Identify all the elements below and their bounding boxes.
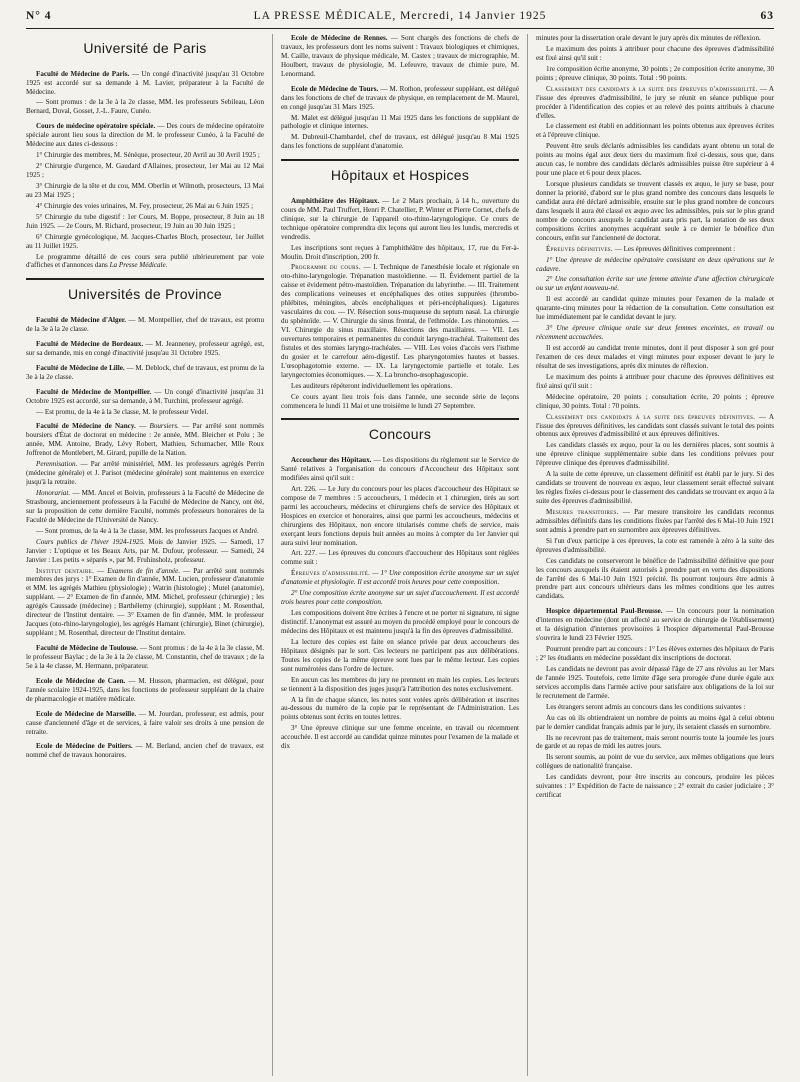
paragraph: Les candidats devront, pour être inscrits au concours, produire les pièces suivantes : 1° Expédition de l'acte de naissance ; 2° extrait du casier judiciaire ; 3° certificat [536,773,774,800]
paragraph: Faculté de Médecine de Bordeaux. — M. Jeanneney, professeur agrégé, est, sur sa demande, mis en congé d'inactivité jusqu'au 31 Octobre 1925. [26,339,264,357]
paragraph: Les compositions doivent être écrites à l'encre et ne porter ni signature, ni signe distinctif. L'anonymat est assuré au moyen du procédé employé pour le concours de médecins des Hôpitaux et est maintenu jusqu'à la fin des épreuves d'admissibilité. [281,609,519,635]
paragraph: Amphithéâtre des Hôpitaux. — Le 2 Mars prochain, à 14 h., ouverture du cours de MM. Paul Truffert, Henri P. Chatellier, P. Winter et Pierre Cornet, chefs de clinique, sur la chirurgie de l'appareil oto-rhino-laryngologique. Ce cours de technique opératoire comprendra dix leçons qui auront lieu les lundis, mercredis et vendredis. [281,196,519,241]
paragraph: — Est promu, de la 4e à la 3e classe, M. le professeur Vedel. [36,407,209,416]
paragraph: Art. 226. — Le Jury du concours pour les places d'accoucheur des Hôpitaux se compose de 7 membres : 5 accoucheurs, 1 médecin et 1 chirurgien, tirés au sort parmi les accoucheurs, médecins et chirurgiens chefs de service des Hôpitaux et Hospices en exercice et honoraires, ainsi que parmi les accoucheurs, médecins et chirurgiens des Hôpitaux, non encore titularisés comme chefs de service, mais exerçant leurs fonctions depuis huit années au moins à compter du 1er Janvier qui aura suivi leur nomination. [281,484,519,547]
paragraph: Art. 227. — Les épreuves du concours d'accoucheur des Hôpitaux sont réglées comme suit : [281,549,519,567]
paragraph: 1° Chirurgie des membres, M. Sénèque, prosecteur, 20 Avril au 30 Avril 1925 ; [36,151,260,160]
paragraph: Faculté de Médecine de Nancy. — Boursiers. — Par arrêté sont nommés boursiers d'État de doctorat en médecine : 2e année, MM. Bleicher et Polu ; 3e année, MM. Antoine, Brady, Lévy Robert, Mathieu, Schumacher, Mlle Roux Joffrenot de Montlebert, M. Girard, pupille de la Nation. [26,422,264,458]
paragraph: M. Dubreuil-Chambardel, chef de travaux, est délégué jusqu'au 8 Mai 1925 dans les fonctions de suppléant d'anatomie. [281,133,519,151]
section-divider [281,159,519,161]
paragraph: Faculté de Médecine de Paris. — Un congé d'inactivité jusqu'au 31 Octobre 1925 est accordé sur sa demande à M. Lavier, préparateur à la Faculté de Médecine. [26,69,264,96]
paragraph: 2° Chirurgie d'urgence, M. Gaudard d'Allaines, prosecteur, 1er Mai au 12 Mai 1925 ; [26,162,264,179]
paragraph: 4° Chirurgie des voies urinaires, M. Fey, prosecteur, 26 Mai au 6 Juin 1925 ; [36,201,254,210]
paragraph: Faculté de Médecine de Lille. — M. Deblock, chef de travaux, est promu de la 3e à la 2e classe. [26,363,264,381]
paragraph: Le programme détaillé de ces cours sera publié ultérieurement par voie d'affiches et d'annonces dans La Presse Médicale. [26,252,264,270]
paragraph: Les inscriptions sont reçues à l'amphithéâtre des hôpitaux, 17, rue du Fer-à-Moulin. Droit d'inscription, 200 fr. [281,243,519,261]
paragraph: Ils ne recevront pas de traitement, mais seront nourris toute la journée les jours de garde et au repas de midi les autres jours. [536,733,774,751]
paragraph: La lecture des copies est faite en séance privée par deux accoucheurs des Hôpitaux désignés par le sort. Ces lecteurs ne participent pas aux délibérations. Toutes les copies de la même épreuve sont lues par le même lecteur. Les copies sont numérotées dans l'ordre de lecture. [281,637,519,673]
paragraph: 3° Une épreuve clinique sur une femme enceinte, en travail ou récemment accouchée. Il est accordé au candidat quinze minutes pour l'examen de la malade et dix [281,724,519,751]
issue-number: N° 4 [26,10,52,22]
paragraph: minutes pour la dissertation orale devant le jury après dix minutes de réflexion. [536,34,761,42]
paragraph: Pourront prendre part au concours : 1° Les élèves externes des hôpitaux de Paris ; 2° les étudiants en médecine possédant dix inscriptions de doctorat. [536,645,774,662]
paragraph: Peuvent être seuls déclarés admissibles les candidats ayant obtenu un total de points au moins égal aux deux tiers du maximum fixé ci-dessus, sous que, dans aucun cas, le nombre des candidats déclarés admissibles puisse être supérieur à 4 pour une place et 6 pour deux places. [536,142,774,178]
paragraph: Classement des candidats à la suite des épreuves d'admissibilité. — A l'issue des épreuves d'admissibilité, le jury se réunit en séance publique pour procéder à l'identification des copies et au relevé des points attribués à chacune d'elles. [536,84,774,120]
paragraph: Il est accordé au candidat trente minutes, dont il peut disposer à son gré pour l'examen de ces deux malades et vingt minutes pour exposer devant le jury le résultat de ses investigations, après dix minutes de réflexion. [536,344,774,370]
paragraph: 5° Chirurgie du tube digestif : 1er Cours, M. Boppe, prosecteur, 8 Juin au 18 Juin 1925. — 2e Cours, M. Richard, prosecteur, 19 Juin au 30 Juin 1925 ; [26,212,264,230]
paragraph: Les candidats classés ex æquo, pour la ou les dernières places, sont soumis à une épreuve clinique supplémentaire subie dans les conditions prévues pour l'épreuve clinique des épreuves d'admissibilité. [536,441,774,468]
paragraph: Épreuves d'admissibilité. — 1° Une composition écrite anonyme sur un sujet d'anatomie et physiologie. Il est accordé trois heures pour cette composition. [281,569,519,587]
paragraph: En aucun cas les membres du jury ne prennent en main les copies. Les lecteurs se tiennent à la disposition des juges jusqu'à l'attribution des notes exclusivement. [281,675,519,693]
paragraph: Ces candidats ne conserveront le bénéfice de l'admissibilité définitive que pour les concours auxquels ils étaient autorisés à prendre part en vertu des dispositions de l'arrêté des 6 Mai-10 Juin 1921 précité. Ils pourront toujours être admis à prendre part aux concours ultérieurs dans les mêmes conditions que les autres candidats. [536,556,774,601]
paragraph: Lorsque plusieurs candidats se trouvent classés ex æquo, le jury se base, pour donner la priorité, d'abord sur le plus grand nombre des concours dans lesquels le candidat aura été déclaré admissible, ensuite sur le plus grand nombre de concours dans lesquels il aura été classé ex æquo avec les admissibles, puis sur le plus grand nombre de concours auxquels le candidat aura pris part, la notation de ses deux compositions écrites anonymes acquérant seule à ce dernier le bénéfice d'un concours, enfin sur l'ancienneté de doctorat. [536,180,774,242]
paragraph: 1re composition écrite anonyme, 30 points ; 2e composition écrite anonyme, 30 points ; épreuve clinique, 30 points. Total : 90 points. [536,64,774,82]
paragraph: Honorariat. — MM. Ancel et Boivin, professeurs à la Faculté de Médecine de Strasbourg, anciennement professeurs à la Faculté de Médecine de Nancy, ont été, sur la proposition de cette dernière Faculté, nommés professeurs honoraires de la Faculté de Médecine de l'Université de Nancy. [26,489,264,524]
paragraph: M. Malet est délégué jusqu'au 11 Mai 1925 dans les fonctions de suppléant de pathologie et clinique internes. [281,113,519,131]
paragraph: Accoucheur des Hôpitaux. — Les dispositions du règlement sur le Service de Santé relatives à l'organisation du concours d'Accoucheur des Hôpitaux sont modifiées ainsi qu'il suit : [281,456,519,482]
paragraph: Programme du cours. — I. Technique de l'anesthésie locale et régionale en oto-rhino-laryngologie. Trépanation mastoïdienne. — II. Évidement partiel de la caisse et évidement pétro-mastoïdien. Trépanation du labyrinthe. — III. Traitement des complications veineuses et encéphaliques des otites suppurées (thrombo-phlébites, méningites, abcès encéphaliques et péri-encéphaliques). Ligatures vasculaires du cou. — IV. Résection sous-muqueuse du septum nasal. La chirurgie du sphénoïde. — V. Chirurgie du sinus frontal, de l'ethmoïde. Les rhinotomies. — VI. Chirurgie du sinus maxillaire. Résections des maxillaires. — VII. Les ouvertures temporaires et permanentes du conduit laryngo-trachéal. Traitement des fistules et des stomies laryngo-trachéales. — VIII. Les voies d'accès vers l'isthme du gosier et le carrefour aéro-digestif. Les pharyngotomies hautes et basses. L'œsophagotomie externe. — IX. La laryngectomie partielle et totale. Les laryngectomies économiques. — X. La broncho-œsophagoscopie. [281,263,519,379]
page-number: 63 [760,10,774,22]
paragraph: Si l'un d'eux participe à ces épreuves, la cote est ramenée à zéro à la suite des épreuves d'admissibilité. [536,536,774,554]
paragraph: A la suite de cette épreuve, un classement définitif est établi par le jury. Si des candidats se trouvent de nouveau ex æquo, leur classement serait effectué suivant les règles fixées ci-dessus pour le classement des candidats se trouvant ex æquo à la suite des épreuves d'admissibilité. [536,470,774,505]
paragraph: Classement des candidats à la suite des épreuves définitives. — A l'issue des épreuves définitives, les candidats sont classés suivant le total des points obtenus aux épreuves d'admissibilité et aux épreuves définitives. [536,412,774,439]
paragraph: Mesures transitoires. — Par mesure transitoire les candidats reconnus admissibles définitifs dans les conditions fixées par l'arrêté des 6 Mai-10 Juin 1921 sont admis à prendre part en surnombre aux épreuves définitives. [536,507,774,534]
running-header [26,10,774,29]
column-3 [527,34,774,1076]
paragraph: 1° Une épreuve de médecine opératoire consistant en deux opérations sur le cadavre. [536,255,774,273]
section-title-hopitaux: Hôpitaux et Hospices [330,167,470,184]
newspaper-title: LA PRESSE MÉDICALE, Mercredi, 14 Janvier 1925 [253,10,547,22]
paragraph: — Sont promus : de la 3e à la 2e classe, MM. les professeurs Sebileau, Léon Bernard, Duval, Gosset, J.-L. Faure, Cunéo. [26,98,264,116]
paragraph: — Sont promus, de la 4e à la 3e classe, MM. les professeurs Jacques et André. [36,526,259,535]
paragraph: Les étrangers seront admis au concours dans les conditions suivantes : [546,702,746,711]
paragraph: Ecole de Médecine de Poitiers. — M. Berland, ancien chef de travaux, est nommé chef de travaux honoraires. [26,742,264,760]
section-title-concours: Concours [368,426,432,443]
section-title-paris: Université de Paris [83,40,207,56]
paragraph: 2° Une consultation écrite sur une femme atteinte d'une affection chirurgicale ou sur un enfant nouveau-né. [536,275,774,293]
paragraph: Le maximum des points à attribuer pour chacune des épreuves d'admissibilité est fixé ainsi qu'il suit : [536,44,774,62]
paragraph: Les candidats ne devront pas avoir dépassé l'âge de 27 ans révolus au 1er Mars de l'année 1925. Toutefois, cette limite d'âge sera prorogée d'une durée égale aux services accomplis dans l'armée active pour satisfaire aux obligations de la loi sur le recrutement de l'armée. [536,664,774,700]
paragraph: Faculté de Médecine de Toulouse. — Sont promus : de la 4e à la 3e classe, M. le professeur Baylac ; de la 3e à la 2e classe, M. Constantin, chef de travaux ; de la 5e à la 4e classe, M. Hermann, préparateur. [26,644,264,670]
section-divider [26,278,264,280]
paragraph: Cours de médecine opératoire spéciale. — Des cours de médecine opératoire spéciale auront lieu sous la direction de M. le professeur Cunéo, à la Faculté de Médecine aux dates ci-dessous : [26,122,264,149]
paragraph: Ecole de Médecine de Marseille. — M. Jourdan, professeur, est admis, pour cause d'ancienneté d'âge et de services, à faire valoir ses droits à une pension de retraite. [26,709,264,736]
paragraph: Médecine opératoire, 20 points ; consultation écrite, 20 points ; épreuve clinique, 30 points. Total : 70 points. [536,392,774,410]
paragraph: 6° Chirurgie gynécologique, M. Jacques-Charles Bloch, prosecteur, 1er Juillet au 11 Juillet 1925. [26,232,264,250]
paragraph: 3° Chirurgie de la tête et du cou, MM. Oberlin et Wilmoth, prosecteurs, 13 Mai au 23 Mai 1925 ; [26,181,264,199]
paragraph: Ils seront soumis, au point de vue du service, aux mêmes obligations que leurs collègues de nationalité française. [536,753,774,771]
paragraph: Ecole de Médecine de Rennes. — Sont chargés des fonctions de chefs de travaux, les professeurs dont les noms suivent : Travaux biologiques et chimiques, M. Caille, travaux de physique médicale, M. Castex ; travaux de micrographie, M. Houlbert, travaux de physiologie, M. Lefeuvre, travaux de chimie pure, M. Lenormand. [281,34,519,78]
paragraph: Hospice départemental Paul-Brousse. — Un concours pour la nomination d'internes en médecine (dont un affecté au service de chirurgie de l'établissement) et la désignation d'internes provisoires à l'hospice départemental Paul-Brousse s'ouvrira le lundi 23 Février 1925. [536,607,774,643]
column-1 [26,34,264,1076]
paragraph: Perennisation. — Par arrêté ministériel, MM. les professeurs agrégés Perrin (médecine générale) et J. Parisot (médecine générale) sont maintenus en exercice jusqu'à la retraite. [26,460,264,487]
paragraph: 2° Une composition écrite anonyme sur un sujet d'accouchement. Il est accordé trois heures pour cette composition. [281,589,519,607]
paragraph: Cours publics de l'hiver 1924-1925. Mois de Janvier 1925. — Samedi, 17 Janvier : L'optique et les Beaux Arts, par M. Dufour, professeur. — Samedi, 24 Janvier : Les petits « séparés », par M. Fruhinsholz, professeur. [26,537,264,564]
section-title-province: Universités de Province [68,286,222,303]
paragraph: Au cas où ils obtiendraient un nombre de points au moins égal à celui obtenu par le dernier candidat français admis par le jury, ils seraient classés en surnombre. [536,713,774,731]
paragraph: 3° Une épreuve clinique orale sur deux femmes enceintes, en travail ou récemment accouchées. [536,324,774,342]
paragraph: Ecole de Médecine de Caen. — M. Husson, pharmacien, est délégué, pour l'année scolaire 1924-1925, dans les fonctions de professeur suppléant de la chaire de pharmacologie et matière médicale. [26,676,264,703]
paragraph: Ce cours ayant lieu trois fois dans l'année, une seconde série de leçons commencera le lundi 11 Mai et une troisième le lundi 27 Septembre. [281,392,519,410]
section-divider [281,418,519,420]
paragraph: Le maximum des points à attribuer pour chacune des épreuves définitives est fixé ainsi qu'il suit : [536,372,774,390]
paragraph: Faculté de Médecine d'Alger. — M. Montpellier, chef de travaux, est promu de la 3e à la 2e classe. [26,316,264,333]
paragraph: Faculté de Médecine de Montpellier. — Un congé d'inactivité jusqu'au 31 Octobre 1925 est accordé, sur sa demande, à M. Turchini, professeur agrégé. [26,387,264,405]
paragraph: Institut dentaire. — Examens de fin d'année. — Par arrêté sont nommés membres des jurys : 1° Examen de fin d'année, MM. Lucien, professeur d'anatomie et MM. les agrégés Mathieu (physiologie) ; Watrin (histologie) ; Mutel (anatomie), suppléant. — 2° Examen de fin d'année, MM. Michel, professeur (chirurgie) ; les agrégés Caussade (médecine) ; Barthélemy (chirurgie), suppléant ; M. Rosenthal, directeur de l'Institut dentaire. — 3° Examen de fin d'année, MM. le professeur Jacques (oto-rhino-laryngologie), les agrégés Hamant (chirurgie), Binet (chirurgie), suppléant ; M. Rosenthal, directeur de l'Institut dentaire. [26,566,264,638]
paragraph: Ecole de Médecine de Tours. — M. Rothon, professeur suppléant, est délégué dans les fonctions de chef de travaux de physique, en remplacement de M. Maurel, en congé jusqu'au 31 Mars 1925. [281,84,519,111]
paragraph: Épreuves définitives. — Les épreuves définitives comprennent : [546,244,736,253]
column-2 [272,34,519,1076]
paragraph: Le classement est établi en additionnant les points obtenus aux épreuves écrites et à l'épreuve clinique. [536,122,774,140]
text-columns [26,34,774,1076]
paragraph: Les auditeurs répéteront individuellement les opérations. [291,381,453,390]
paragraph: A la fin de chaque séance, les notes sont votées après délibération et inscrites au-dessous du numéro de la copie par le représentant de l'Administration. Les points obtenus sont écrits en toutes lettres. [281,695,519,722]
paragraph: Il est accordé au candidat quinze minutes pour l'examen de la malade et quarante-cinq minutes pour la rédaction de la consultation. Cette consultation est lue immédiatement par le candidat devant le jury. [536,295,774,322]
